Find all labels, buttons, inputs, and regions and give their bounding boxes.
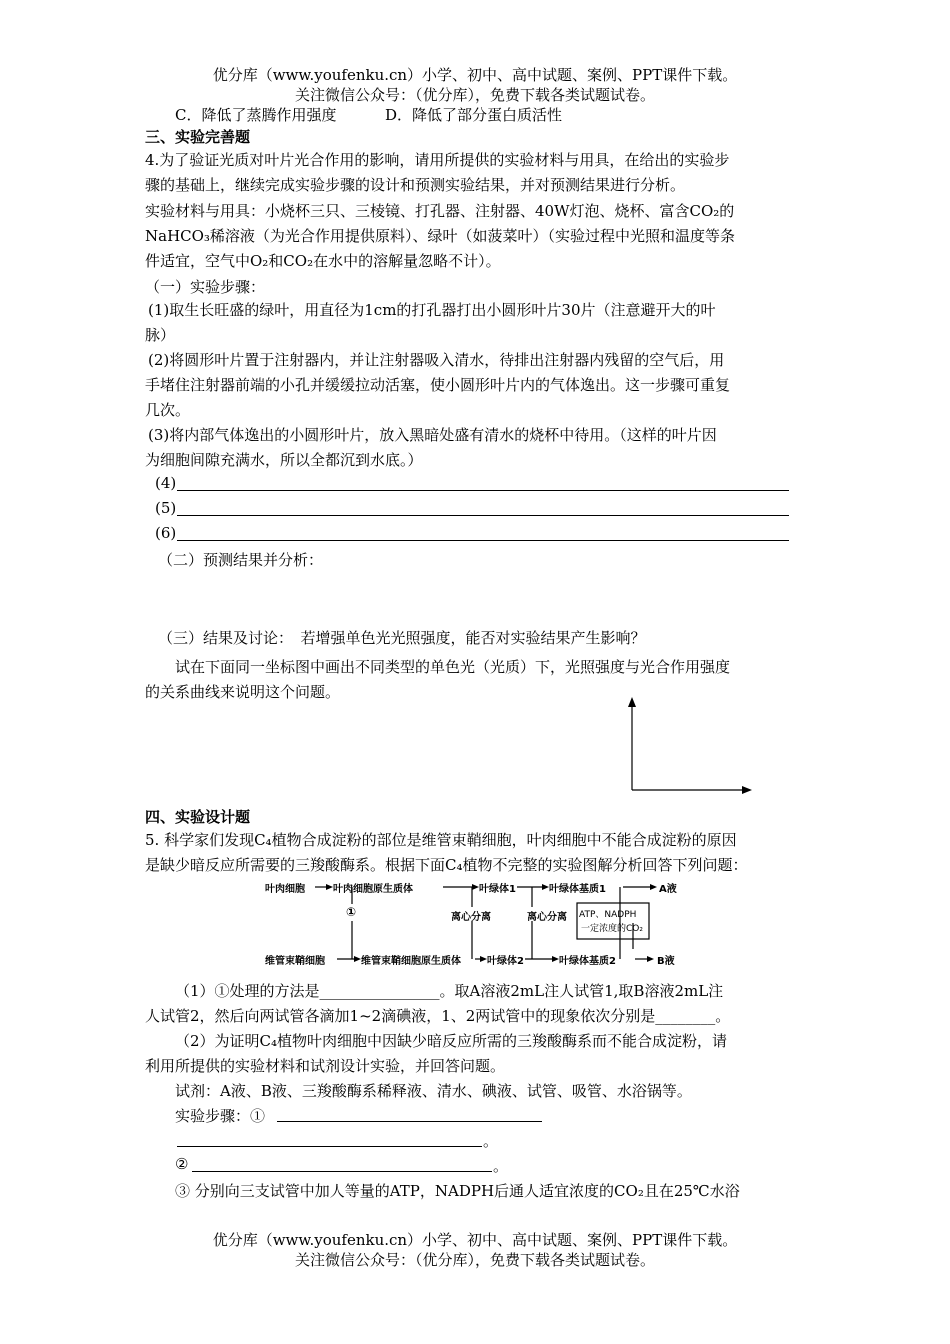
q5-line-2: 是缺少暗反应所需要的三羧酸酶系。根据下面C₄植物不完整的实验图解分析回答下列问题： — [145, 856, 748, 874]
header-line-2: 关注微信公众号：（优分库），免费下载各类试题试卷。 — [294, 86, 655, 104]
draw-instruction-2: 的关系曲线来说明这个问题。 — [145, 683, 341, 701]
design-step-2-period: 。 — [493, 1157, 509, 1175]
y-axis-arrow-icon — [628, 697, 636, 707]
predict-title: （二）预测结果并分析： — [158, 551, 324, 569]
step-6-blank[interactable] — [177, 540, 789, 541]
draw-instruction-1: 试在下面同一坐标图中画出不同类型的单色光（光质）下，光照强度与光合作用强度 — [175, 658, 731, 676]
design-step-1-blank-a[interactable] — [277, 1121, 542, 1122]
step-1-line-1: (1)取生长旺盛的绿叶，用直径为1cm的打孔器打出小圆形叶片30片（注意避开大的叶 — [148, 301, 716, 319]
step-2-line-2: 手堵住注射器前端的小孔并缓缓拉动活塞，使小圆形叶片内的气体逸出。这一步骤可重复 — [145, 376, 731, 394]
discussion-line: （三）结果及讨论： 若增强单色光光照强度，能否对实验结果产生影响？ — [158, 629, 646, 647]
part-1-line-1: （1）①处理的方法是________________。取A溶液2mL注人试管1,取B溶液2mL注 — [175, 982, 724, 1000]
diagram-centrifuge-2: 离心分离 — [527, 912, 567, 923]
footer-line-2: 关注微信公众号：（优分库），免费下载各类试题试卷。 — [294, 1251, 655, 1269]
step-4-label: (4) — [155, 474, 177, 492]
step-6-label: (6) — [155, 524, 177, 542]
section-4-title: 四、实验设计题 — [145, 808, 251, 826]
materials-line-1: 实验材料与用具：小烧杯三只、三棱镜、打孔器、注射器、40W灯泡、烧杯、富含CO₂的 — [145, 202, 735, 220]
x-axis-arrow-icon — [742, 786, 752, 794]
diagram-stroma-1: 叶绿体基质1 — [549, 884, 606, 895]
option-d: D．降低了部分蛋白质活性 — [385, 106, 563, 124]
option-c: C．降低了蒸腾作用强度 — [175, 106, 337, 124]
design-step-2-blank[interactable] — [192, 1171, 492, 1172]
step-5-blank[interactable] — [177, 515, 789, 516]
diagram-mesophyll-protoplast: 叶肉细胞原生质体 — [333, 884, 413, 895]
diagram-chloroplast-1: 叶绿体1 — [479, 884, 516, 895]
diagram-chloroplast-2: 叶绿体2 — [487, 956, 524, 967]
diagram-bundle-sheath-protoplast: 维管束鞘细胞原生质体 — [361, 956, 461, 967]
step-4-blank[interactable] — [177, 490, 789, 491]
diagram-centrifuge-1: 离心分离 — [451, 912, 491, 923]
diagram-liquid-b: B液 — [657, 956, 675, 967]
materials-line-2: NaHCO₃稀溶液（为光合作用提供原料）、绿叶（如菠菜叶）（实验过程中光照和温度等条 — [145, 227, 735, 245]
c4-experiment-diagram — [265, 877, 695, 969]
design-step-1-period: 。 — [483, 1132, 499, 1150]
step-3-line-1: (3)将内部气体逸出的小圆形叶片，放入黑暗处盛有清水的烧杯中待用。（这样的叶片因 — [148, 426, 717, 444]
part-2-line-2: 利用所提供的实验材料和试剂设计实验，并回答问题。 — [145, 1057, 506, 1075]
design-step-2-label: ② — [175, 1155, 189, 1173]
design-step-label: 实验步骤：① — [175, 1107, 266, 1125]
q4-line-1: 4.为了验证光质对叶片光合作用的影响，请用所提供的实验材料与用具，在给出的实验步 — [145, 151, 730, 169]
diagram-stroma-2: 叶绿体基质2 — [559, 956, 616, 967]
step-2-line-1: (2)将圆形叶片置于注射器内，并让注射器吸入清水，待排出注射器内残留的空气后，用 — [148, 351, 725, 369]
design-step-3: ③ 分别向三支试管中加人等量的ATP，NADPH后通人适宜浓度的CO₂且在25℃水浴 — [175, 1182, 740, 1200]
materials-line-3: 件适宜，空气中O₂和CO₂在水中的溶解量忽略不计）。 — [145, 252, 501, 270]
reagents-line: 试剂：A液、B液、三羧酸酶系稀释液、清水、碘液、试管、吸管、水浴锅等。 — [175, 1082, 692, 1100]
diagram-bundle-sheath-cell: 维管束鞘细胞 — [265, 956, 325, 967]
diagram-box-line-2: 一定浓度的CO₂ — [581, 924, 643, 934]
diagram-box-line-1: ATP、NADPH — [579, 910, 637, 920]
q4-line-2: 骤的基础上，继续完成实验步骤的设计和预测实验结果，并对预测结果进行分析。 — [145, 176, 686, 194]
part-1-line-2: 人试管2，然后向两试管各滴加1~2滴碘液，1、2两试管中的现象依次分别是________。 — [145, 1007, 731, 1025]
step-3-line-2: 为细胞间隙充满水，所以全都沉到水底。） — [145, 451, 423, 469]
design-step-1-blank-b[interactable] — [177, 1146, 482, 1147]
header-line-1: 优分库（www.youfenku.cn）小学、初中、高中试题、案例、PPT课件下载。 — [212, 66, 738, 84]
diagram-liquid-a: A液 — [659, 884, 677, 895]
diagram-mesophyll-cell: 叶肉细胞 — [265, 884, 305, 895]
step-1-line-2: 脉） — [145, 326, 176, 344]
diagram-step-1-marker: ① — [346, 905, 357, 919]
part-2-line-1: （2）为证明C₄植物叶肉细胞中因缺少暗反应所需的三羧酸酶系而不能合成淀粉，请 — [175, 1032, 728, 1050]
step-2-line-3: 几次。 — [145, 401, 191, 419]
q5-line-1: 5. 科学家们发现C₄植物合成淀粉的部位是维管束鞘细胞，叶肉细胞中不能合成淀粉的原因 — [145, 831, 737, 849]
step-5-label: (5) — [155, 499, 177, 517]
empty-coordinate-axes — [622, 695, 757, 795]
steps-title: （一）实验步骤： — [145, 278, 266, 296]
footer-line-1: 优分库（www.youfenku.cn）小学、初中、高中试题、案例、PPT课件下载。 — [212, 1231, 738, 1249]
section-3-title: 三、实验完善题 — [145, 128, 251, 146]
